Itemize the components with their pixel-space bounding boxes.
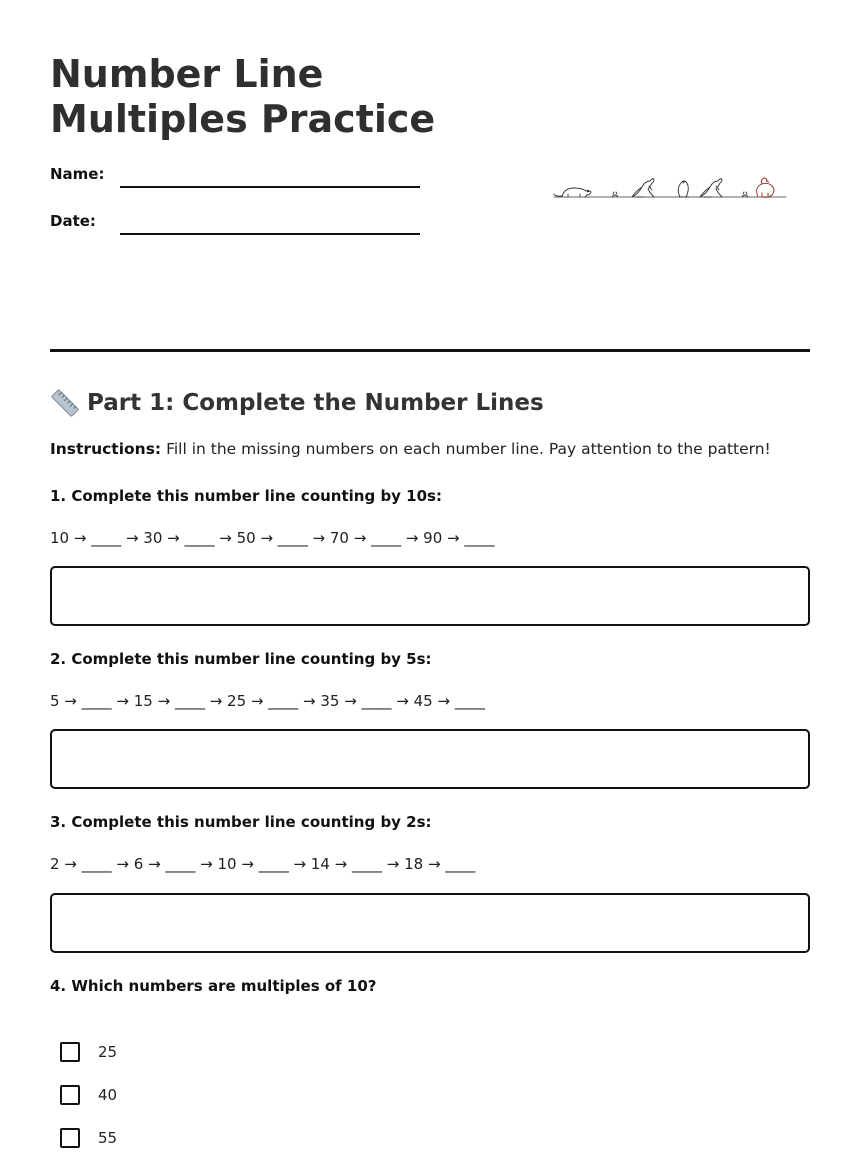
animal-line-illustration (552, 170, 788, 202)
instructions (50, 440, 771, 458)
question-3-sequence: 2 → ____ → 6 → ____ → 10 → ____ → 14 → ____ → 18 → ____ (50, 855, 476, 873)
date-line[interactable] (120, 233, 420, 235)
checkbox[interactable] (60, 1042, 80, 1062)
part1-heading (50, 388, 544, 418)
checkbox[interactable] (60, 1085, 80, 1105)
question-3-answer-box[interactable] (50, 893, 810, 953)
instructions-label: Instructions: (50, 440, 162, 458)
date-label: Date: (50, 212, 96, 230)
question-1-prompt: 1. Complete this number line counting by 10s: (50, 487, 442, 505)
instructions-text: Fill in the missing numbers on each number line. Pay attention to the pattern! (166, 440, 771, 458)
choice-item (60, 1042, 117, 1062)
part1-heading-text: Part 1: Complete the Number Lines (87, 390, 544, 416)
name-label: Name: (50, 165, 105, 183)
ruler-icon (50, 388, 80, 418)
choice-label: 40 (98, 1086, 118, 1104)
question-4-prompt: 4. Which numbers are multiples of 10? (50, 977, 377, 995)
header-divider (50, 349, 810, 352)
question-3-prompt: 3. Complete this number line counting by 2s: (50, 813, 432, 831)
question-1-sequence: 10 → ____ → 30 → ____ → 50 → ____ → 70 → ____ → 90 → ____ (50, 529, 495, 547)
choice-item (60, 1085, 117, 1105)
question-2-sequence: 5 → ____ → 15 → ____ → 25 → ____ → 35 → ____ → 45 → ____ (50, 692, 485, 710)
choice-item (60, 1128, 117, 1148)
question-2-answer-box[interactable] (50, 729, 810, 789)
choice-label: 55 (98, 1129, 118, 1147)
checkbox[interactable] (60, 1128, 80, 1148)
question-2-prompt: 2. Complete this number line counting by 5s: (50, 650, 432, 668)
worksheet-title: Number Line Multiples Practice (50, 52, 436, 141)
choice-label: 25 (98, 1043, 118, 1061)
question-1-answer-box[interactable] (50, 566, 810, 626)
name-line[interactable] (120, 186, 420, 188)
